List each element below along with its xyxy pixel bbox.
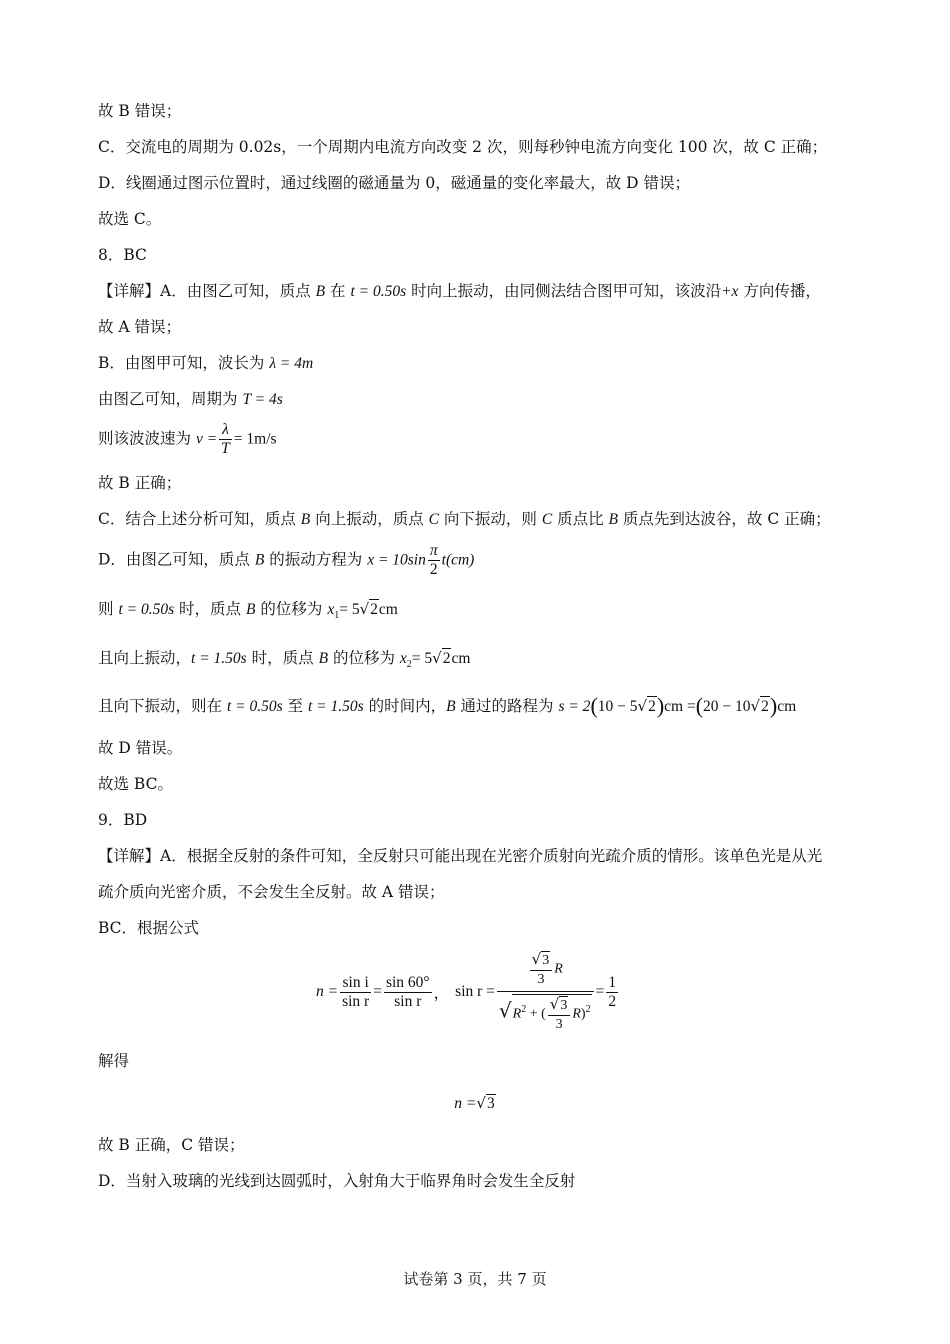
radical-sign: √ <box>531 950 542 968</box>
superscript: 2 <box>585 1004 591 1016</box>
fraction-numerator: sin i <box>340 974 371 993</box>
math-symbol: C <box>541 511 553 528</box>
fraction-denominator: 2 <box>429 561 438 578</box>
text-line <box>98 542 474 579</box>
text-line: C．交流电的周期为 0.02s，一个周期内电流方向改变 2 次，则每秒钟电流方向变化 100 次，故 C 正确； <box>98 138 828 156</box>
radical-sign: √ <box>476 1094 486 1112</box>
unit: cm <box>777 698 797 715</box>
text-line <box>98 389 283 410</box>
fraction-denominator: 2 <box>608 992 617 1010</box>
text-line <box>98 353 313 374</box>
text-span: 质点比 <box>552 510 609 528</box>
question-number: 9．BD <box>98 811 148 829</box>
radicand: 3 <box>486 1095 495 1112</box>
fraction-numerator <box>530 950 553 971</box>
text-span: B．由图甲可知，波长为 <box>98 354 270 372</box>
text-line <box>98 693 797 718</box>
fraction-denominator: 3 <box>555 1017 563 1032</box>
paren-open: ( <box>590 693 598 718</box>
text-span: 至 <box>282 697 308 715</box>
math-expr: = <box>373 983 382 1000</box>
fraction-denominator <box>497 992 594 1034</box>
text-line: 故 D 错误。 <box>98 739 183 757</box>
text-line: 故 A 错误； <box>98 318 182 336</box>
page-footer: 试卷第 3 页，共 7 页 <box>403 1270 547 1288</box>
text-span: 的振动方程为 <box>264 550 368 569</box>
math-expr: t = 0.50s <box>118 601 175 618</box>
math-symbol: R <box>554 961 563 977</box>
subscript: 2 <box>406 659 412 671</box>
text-span: 时向上振动，由同侧法结合图甲可知，该波沿 <box>406 282 722 300</box>
math-symbol: B <box>300 511 311 528</box>
unit: cm <box>451 650 471 667</box>
math-expr: = <box>595 983 605 1000</box>
text-line: 故 B 正确，C 错误； <box>98 1136 245 1154</box>
text-span: C．结合上述分析可知，质点 <box>98 510 301 528</box>
paren-open: ( <box>695 693 704 718</box>
radicand: 2 <box>648 698 656 715</box>
math-expr: n = <box>454 1095 477 1112</box>
math-symbol: B <box>318 650 329 667</box>
display-equation <box>0 1094 950 1113</box>
text-span: D．由图乙可知，质点 <box>98 550 255 569</box>
radicand: $R^2$ + ( $\frac{√3}{3}$ R)$^2$ <box>512 995 591 1032</box>
subscript: 1 <box>334 610 340 622</box>
text-span: 在 <box>325 282 351 300</box>
radical-sign: √ <box>498 998 512 1023</box>
superscript: 2 <box>521 1004 527 1016</box>
text-span: 则 <box>98 600 119 618</box>
math-symbol: B <box>315 283 326 300</box>
text-line: 故选 C。 <box>98 210 162 228</box>
math-symbol: R <box>572 1006 581 1022</box>
text-span: 【详解】A．由图乙可知，质点 <box>98 282 316 300</box>
text-line <box>98 648 470 675</box>
text-line <box>98 509 831 530</box>
text-line: D．线圈通过图示位置时，通过线圈的磁通量为 0，磁通量的变化率最大，故 D 错误； <box>98 174 690 192</box>
text-line: 【详解】A．根据全反射的条件可知，全反射只可能出现在光密介质射向光疏介质的情形。该单色光是从光 <box>98 847 823 865</box>
math-expr: t = 0.50s <box>350 283 407 300</box>
math-expr: = 1m/s <box>233 430 277 448</box>
text-span: ， <box>433 984 450 1002</box>
fraction-numerator <box>548 995 571 1016</box>
text-span: 通过的路程为 <box>455 697 559 715</box>
text-line: 故 B 正确； <box>98 474 182 492</box>
text-line: BC．根据公式 <box>98 919 200 937</box>
text-span: 的时间内， <box>363 697 447 715</box>
math-expr: x = 10sin <box>367 551 426 569</box>
math-symbol: B <box>446 698 456 715</box>
math-expr: λ = 4m <box>269 355 314 372</box>
math-symbol: x <box>399 650 407 667</box>
fraction <box>340 974 371 1011</box>
text-line: 故 B 错误； <box>98 102 182 120</box>
radical-sign: √ <box>549 995 560 1013</box>
radicand: 3 <box>542 953 550 968</box>
math-symbol: R <box>512 1006 522 1022</box>
math-expr: n = <box>316 983 339 1000</box>
math-expr: s = 2 <box>558 698 591 715</box>
text-span: 时，质点 <box>246 649 319 667</box>
fraction-numerator: 1 <box>608 973 617 991</box>
fraction-denominator: T <box>221 440 230 457</box>
text-span: 的位移为 <box>328 649 400 667</box>
text-span: 时，质点 <box>174 600 246 618</box>
fraction-numerator: sin 60° <box>385 973 430 991</box>
fraction-denominator: 3 <box>537 972 545 987</box>
text-span: 则该波波速为 <box>98 429 196 448</box>
text-span: 方向传播， <box>738 282 821 300</box>
math-expr: 20 − 10 <box>703 698 751 715</box>
fraction <box>530 950 553 989</box>
unit: cm <box>378 601 398 618</box>
math-expr: t(cm) <box>441 551 475 569</box>
paren-close: ) <box>769 693 778 718</box>
text-span: 质点先到达波谷，故 C 正确； <box>618 510 831 528</box>
text-line: 疏介质向光密介质，不会发生全反射。故 A 错误； <box>98 883 445 901</box>
fraction <box>428 542 440 579</box>
math-expr: = 5 <box>339 601 360 618</box>
fraction-denominator: sin r <box>342 992 370 1010</box>
text-line: 故选 BC。 <box>98 775 173 793</box>
math-expr: sin r = <box>455 983 495 1000</box>
fraction-numerator: λ <box>219 421 232 440</box>
radicand: 2 <box>442 650 451 667</box>
math-expr: 10 − 5 <box>597 698 638 715</box>
math-expr: T = 4s <box>242 391 283 408</box>
radical-sign: √ <box>432 649 442 667</box>
fraction <box>384 974 432 1011</box>
math-expr: t = 1.50s <box>307 698 364 715</box>
text-span: 的位移为 <box>255 600 328 618</box>
text-span: 向下振动，则 <box>438 510 542 528</box>
radicand: 2 <box>761 698 769 715</box>
fraction <box>219 421 232 458</box>
text-line <box>98 599 398 626</box>
fraction-numerator: π <box>429 542 438 559</box>
math-symbol: B <box>608 511 618 528</box>
text-span: 且向下振动，则在 <box>98 697 227 715</box>
text-line: D．当射入玻璃的光线到达圆弧时，入射角大于临界角时会发生全反射 <box>98 1172 576 1190</box>
math-expr: cm = <box>664 698 696 715</box>
math-symbol: B <box>254 551 265 569</box>
paren-close: ) <box>656 693 665 718</box>
math-symbol: B <box>245 601 256 618</box>
fraction <box>497 950 594 1034</box>
fraction-numerator <box>497 950 594 992</box>
math-expr: v = <box>195 430 218 448</box>
fraction <box>606 974 618 1011</box>
text-span: 由图乙可知，周期为 <box>98 390 243 408</box>
math-symbol: C <box>428 511 439 528</box>
math-symbol: x <box>327 601 335 618</box>
question-number: 8．BC <box>98 246 147 264</box>
text-span: 向上振动，质点 <box>310 510 429 528</box>
math-expr: t = 0.50s <box>226 698 283 715</box>
text-line <box>98 421 277 458</box>
radical-sign: √ <box>750 697 761 715</box>
radical-sign: √ <box>359 600 370 618</box>
radicand: 3 <box>560 998 568 1013</box>
radical-sign: √ <box>637 697 648 715</box>
math-expr: +x <box>721 283 739 300</box>
text-line: 解得 <box>98 1052 130 1070</box>
fraction-denominator: sin r <box>394 992 422 1010</box>
text-line <box>98 281 821 302</box>
radicand: 2 <box>370 601 378 618</box>
text-span: 且向上振动， <box>98 649 192 667</box>
display-equation <box>316 950 620 1034</box>
fraction <box>548 995 571 1034</box>
math-expr: = 5 <box>411 650 433 667</box>
math-expr: t = 1.50s <box>191 650 247 667</box>
